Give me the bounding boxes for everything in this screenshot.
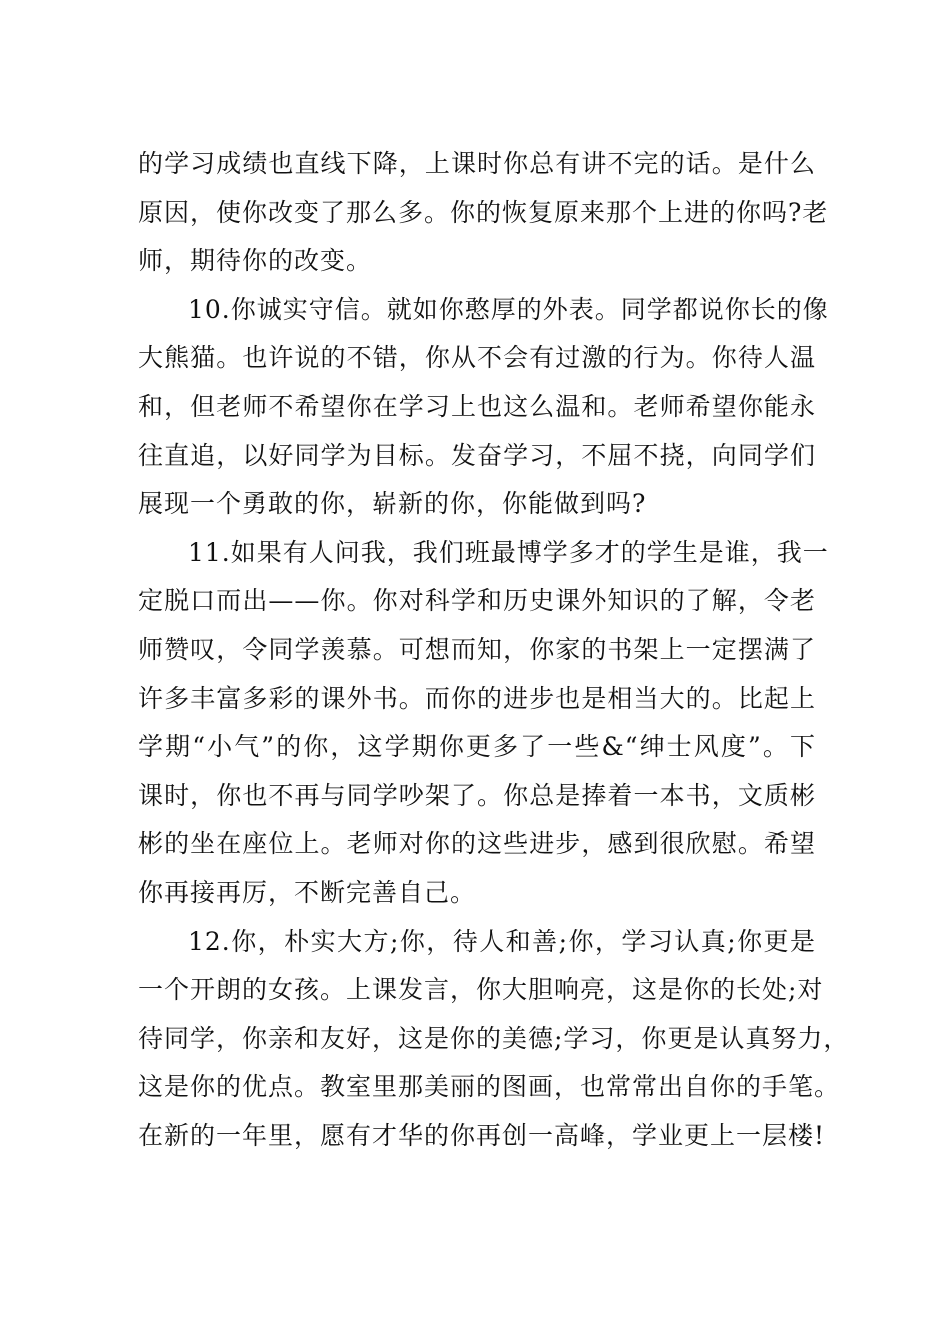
text-line: 师赞叹，令同学羡慕。可想而知，你家的书架上一定摆满了 (138, 634, 816, 664)
document-body (138, 140, 850, 1160)
text-line: 原因，使你改变了那么多。你的恢复原来那个上进的你吗?老 (138, 197, 829, 227)
text-line: 待同学，你亲和友好，这是你的美德;学习，你更是认真努力， (138, 1023, 850, 1053)
text-line: 学期“小气”的你，这学期你更多了一些&“绅士风度”。下 (138, 732, 816, 762)
text-line: 许多丰富多彩的课外书。而你的进步也是相当大的。比起上 (138, 683, 816, 713)
text-line: 师，期待你的改变。 (138, 246, 373, 276)
text-line: 你再接再厉，不断完善自己。 (138, 877, 477, 907)
text-line: 10.你诚实守信。就如你憨厚的外表。同学都说你长的像 (188, 294, 829, 324)
text-line: 彬的坐在座位上。老师对你的这些进步，感到很欣慰。希望 (138, 829, 816, 859)
text-line: 往直追，以好同学为目标。发奋学习，不屈不挠，向同学们 (138, 440, 816, 470)
text-line: 的学习成绩也直线下降，上课时你总有讲不完的话。是什么 (138, 149, 816, 178)
paragraph-11 (138, 529, 829, 918)
text-line: 12.你，朴实大方;你，待人和善;你，学习认真;你更是 (188, 926, 816, 956)
text-line: 在新的一年里，愿有才华的你再创一高峰，学业更上一层楼! (138, 1120, 826, 1150)
text-line: 定脱口而出——你。你对科学和历史课外知识的了解，令老 (138, 586, 816, 616)
text-line: 课时，你也不再与同学吵架了。你总是捧着一本书，文质彬 (138, 780, 816, 810)
text-line: 展现一个勇敢的你，崭新的你，你能做到吗? (138, 489, 647, 519)
text-line: 这是你的优点。教室里那美丽的图画，也常常出自你的手笔。 (138, 1072, 841, 1102)
paragraph-12 (138, 918, 850, 1161)
text-line: 一个开朗的女孩。上课发言，你大胆响亮，这是你的长处;对 (138, 975, 824, 1005)
text-line: 大熊猫。也许说的不错，你从不会有过激的行为。你待人温 (138, 343, 816, 373)
text-line: 和，但老师不希望你在学习上也这么温和。老师希望你能永 (138, 391, 816, 421)
text-line: 11.如果有人问我，我们班最博学多才的学生是谁，我一 (188, 537, 829, 567)
paragraph-9-continuation (138, 140, 829, 286)
paragraph-10 (138, 286, 829, 529)
